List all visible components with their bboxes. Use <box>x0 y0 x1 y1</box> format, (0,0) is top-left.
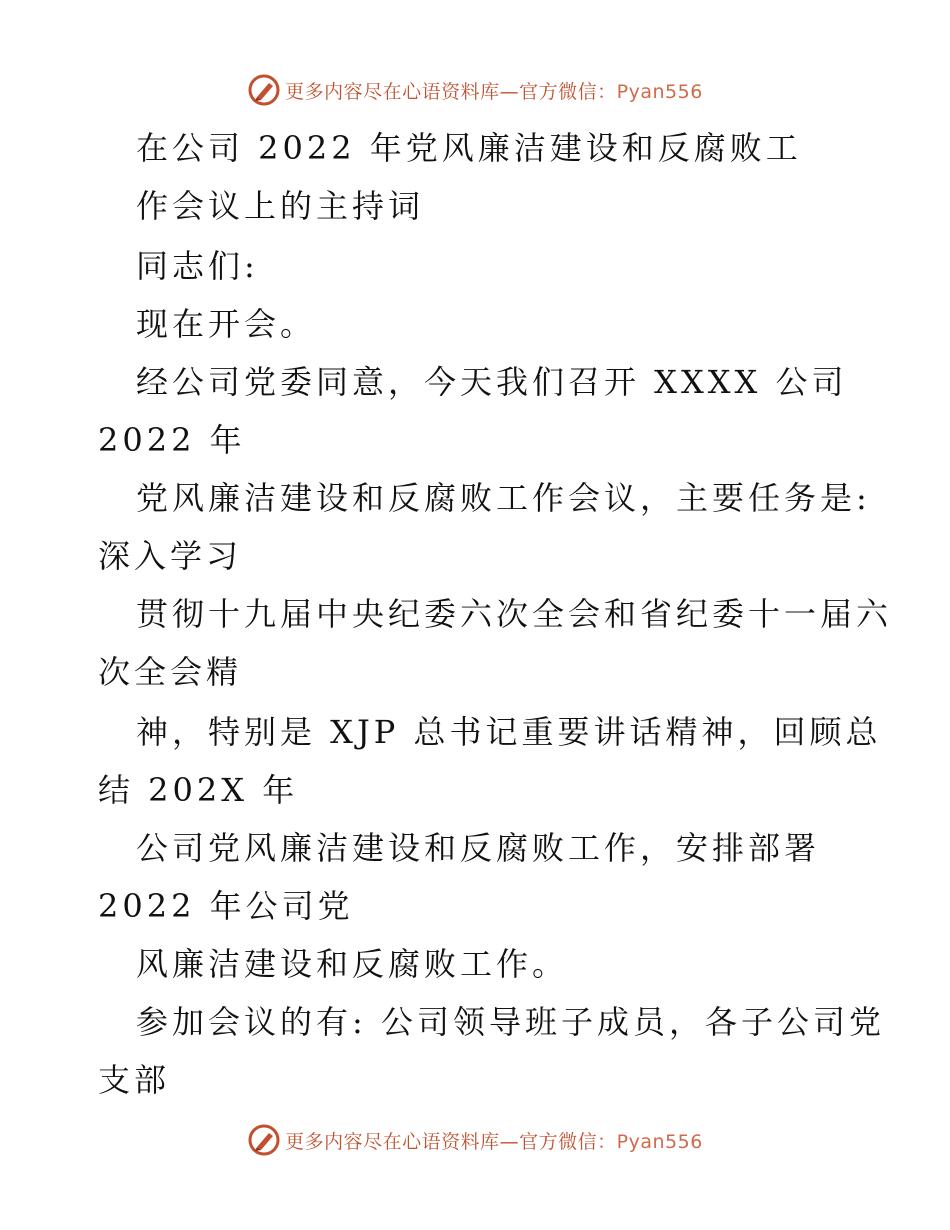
title-line-2: 作会议上的主持词 <box>136 187 425 225</box>
footer-watermark <box>0 1120 950 1160</box>
paragraph-line: 党风廉洁建设和反腐败工作会议，主要任务是: <box>136 479 871 517</box>
paragraph-line: 神，特别是 XJP 总书记重要讲话精神，回顾总 <box>136 713 882 751</box>
paragraph-line: 支部 <box>98 1061 171 1099</box>
paragraph-line: 现在开会。 <box>136 305 317 343</box>
paragraph-line: 结 202X 年 <box>98 771 299 809</box>
pen-logo-icon <box>247 1123 281 1157</box>
paragraph-line: 参加会议的有: 公司领导班子成员，各子公司党 <box>136 1003 885 1041</box>
paragraph-line: 经公司党委同意，今天我们召开 XXXX 公司 <box>136 363 848 401</box>
paragraph-line: 公司党风廉洁建设和反腐败工作，安排部署 <box>136 829 821 867</box>
header-watermark <box>0 70 950 110</box>
paragraph-line: 次全会精 <box>98 653 243 691</box>
paragraph-line: 深入学习 <box>98 537 243 575</box>
paragraph-line: 贯彻十九届中央纪委六次全会和省纪委十一届六 <box>136 595 893 633</box>
paragraph-line: 风廉洁建设和反腐败工作。 <box>136 945 569 983</box>
pen-logo-icon <box>247 73 281 107</box>
salutation: 同志们: <box>136 247 259 285</box>
watermark-text: 更多内容尽在心语资料库—官方微信：Pyan556 <box>285 80 703 103</box>
title-line-1: 在公司 2022 年党风廉洁建设和反腐败工 <box>136 129 802 167</box>
watermark-text: 更多内容尽在心语资料库—官方微信：Pyan556 <box>285 1130 703 1153</box>
paragraph-line: 2022 年 <box>98 421 246 459</box>
paragraph-line: 2022 年公司党 <box>98 887 354 925</box>
